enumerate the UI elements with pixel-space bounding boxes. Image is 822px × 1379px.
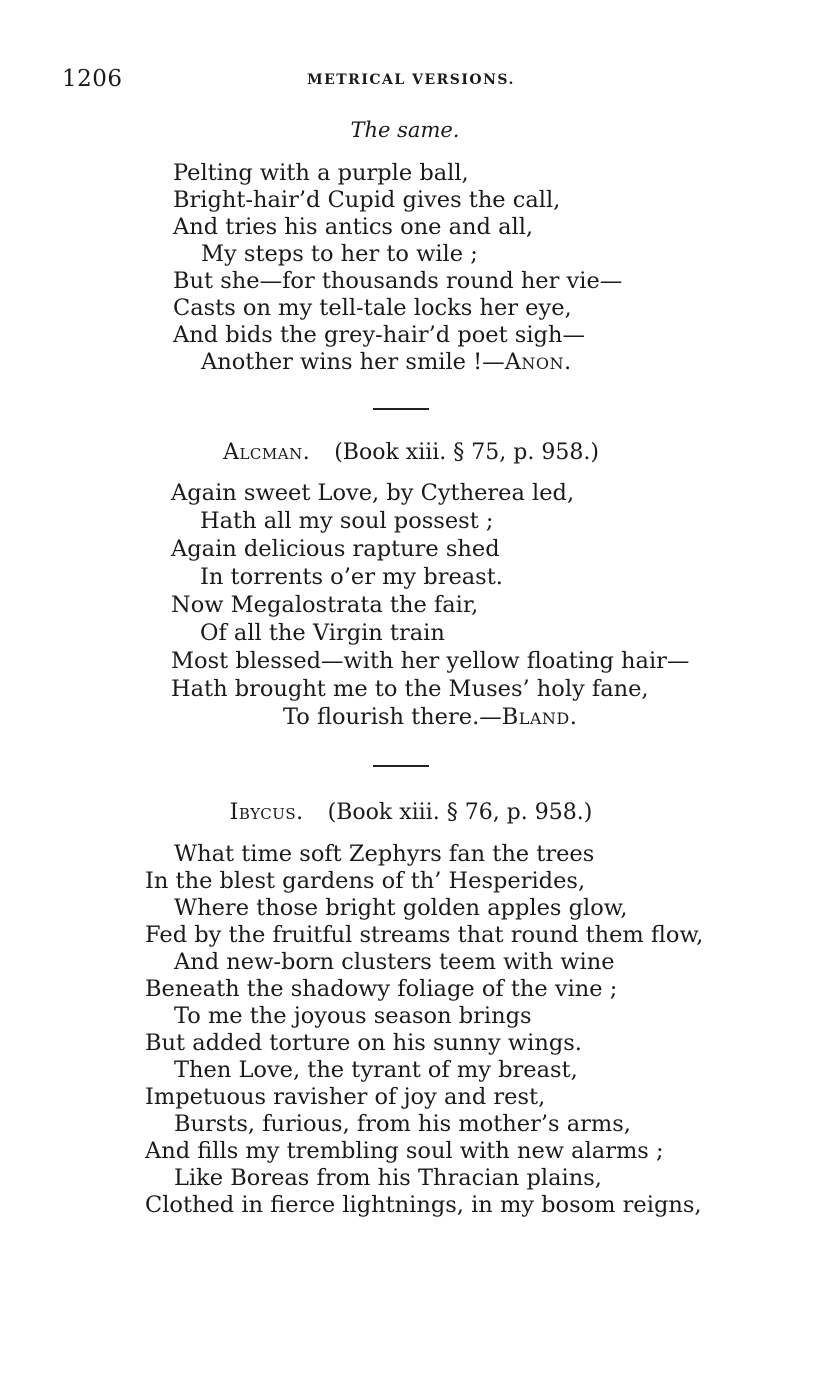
- heading-reference: (Book xiii. § 76, p. 958.): [327, 800, 593, 825]
- section-subtitle: The same.: [350, 118, 460, 142]
- poem-line: And new-born clusters teem with wine: [174, 949, 615, 975]
- poem-line: My steps to her to wile ;: [201, 241, 478, 267]
- poem-line: Bursts, furious, from his mother’s arms,: [174, 1111, 631, 1137]
- poem-line-attributed: [283, 704, 577, 730]
- poem-line: Impetuous ravisher of joy and rest,: [145, 1084, 546, 1110]
- poem-line: But she—for thousands round her vie—: [173, 268, 623, 294]
- poem-line: In torrents o’er my breast.: [200, 564, 503, 590]
- poem-line: Now Megalostrata the fair,: [171, 592, 479, 618]
- poem-line: And bids the grey-hair’d poet sigh—: [173, 322, 585, 348]
- poem-line: Beneath the shadowy foliage of the vine ;: [145, 976, 618, 1002]
- page-number: 1206: [62, 66, 123, 92]
- poem-line: But added torture on his sunny wings.: [145, 1030, 582, 1056]
- poem-line: Bright-hair’d Cupid gives the call,: [173, 187, 561, 213]
- poem-line-attributed: [201, 349, 572, 375]
- poem-line: Again sweet Love, by Cytherea led,: [171, 480, 575, 506]
- poem-line-text: Another wins her smile !—: [201, 349, 505, 375]
- poem-line: Most blessed—with her yellow floating hair—: [171, 648, 690, 674]
- poem-line: Fed by the fruitful streams that round them flow,: [145, 922, 704, 948]
- poem-line: And fills my trembling soul with new alarms ;: [145, 1138, 664, 1164]
- poem-line: Then Love, the tyrant of my breast,: [174, 1057, 578, 1083]
- section-heading-ibycus: [0, 800, 822, 825]
- heading-reference: (Book xiii. § 75, p. 958.): [334, 440, 599, 465]
- section-divider: [373, 408, 429, 410]
- poem-line: In the blest gardens of th’ Hesperides,: [145, 868, 586, 894]
- page-header: [0, 66, 822, 96]
- attribution: Anon.: [504, 349, 572, 375]
- poem-line: To me the joyous season brings: [174, 1003, 532, 1029]
- poem-line: Of all the Virgin train: [200, 620, 445, 646]
- poem-line: Where those bright golden apples glow,: [174, 895, 628, 921]
- poem-line: Again delicious rapture shed: [171, 536, 500, 562]
- section-heading-alcman: [0, 440, 822, 465]
- attribution: Bland.: [501, 704, 578, 730]
- poem-line: Pelting with a purple ball,: [173, 160, 469, 186]
- poem-line: What time soft Zephyrs fan the trees: [174, 841, 595, 867]
- poem-line: And tries his antics one and all,: [173, 214, 534, 240]
- section-divider: [373, 765, 429, 767]
- poem-line: Like Boreas from his Thracian plains,: [174, 1165, 602, 1191]
- running-head: METRICAL VERSIONS.: [307, 72, 515, 88]
- heading-author: Ibycus.: [229, 800, 304, 825]
- poem-line: Clothed in fierce lightnings, in my bosom reigns,: [145, 1192, 702, 1218]
- heading-author: Alcman.: [223, 440, 311, 465]
- poem-line: Casts on my tell-tale locks her eye,: [173, 295, 572, 321]
- poem-line: Hath all my soul possest ;: [200, 508, 494, 534]
- poem-line-text: To flourish there.—: [283, 704, 502, 730]
- poem-line: Hath brought me to the Muses’ holy fane,: [171, 676, 649, 702]
